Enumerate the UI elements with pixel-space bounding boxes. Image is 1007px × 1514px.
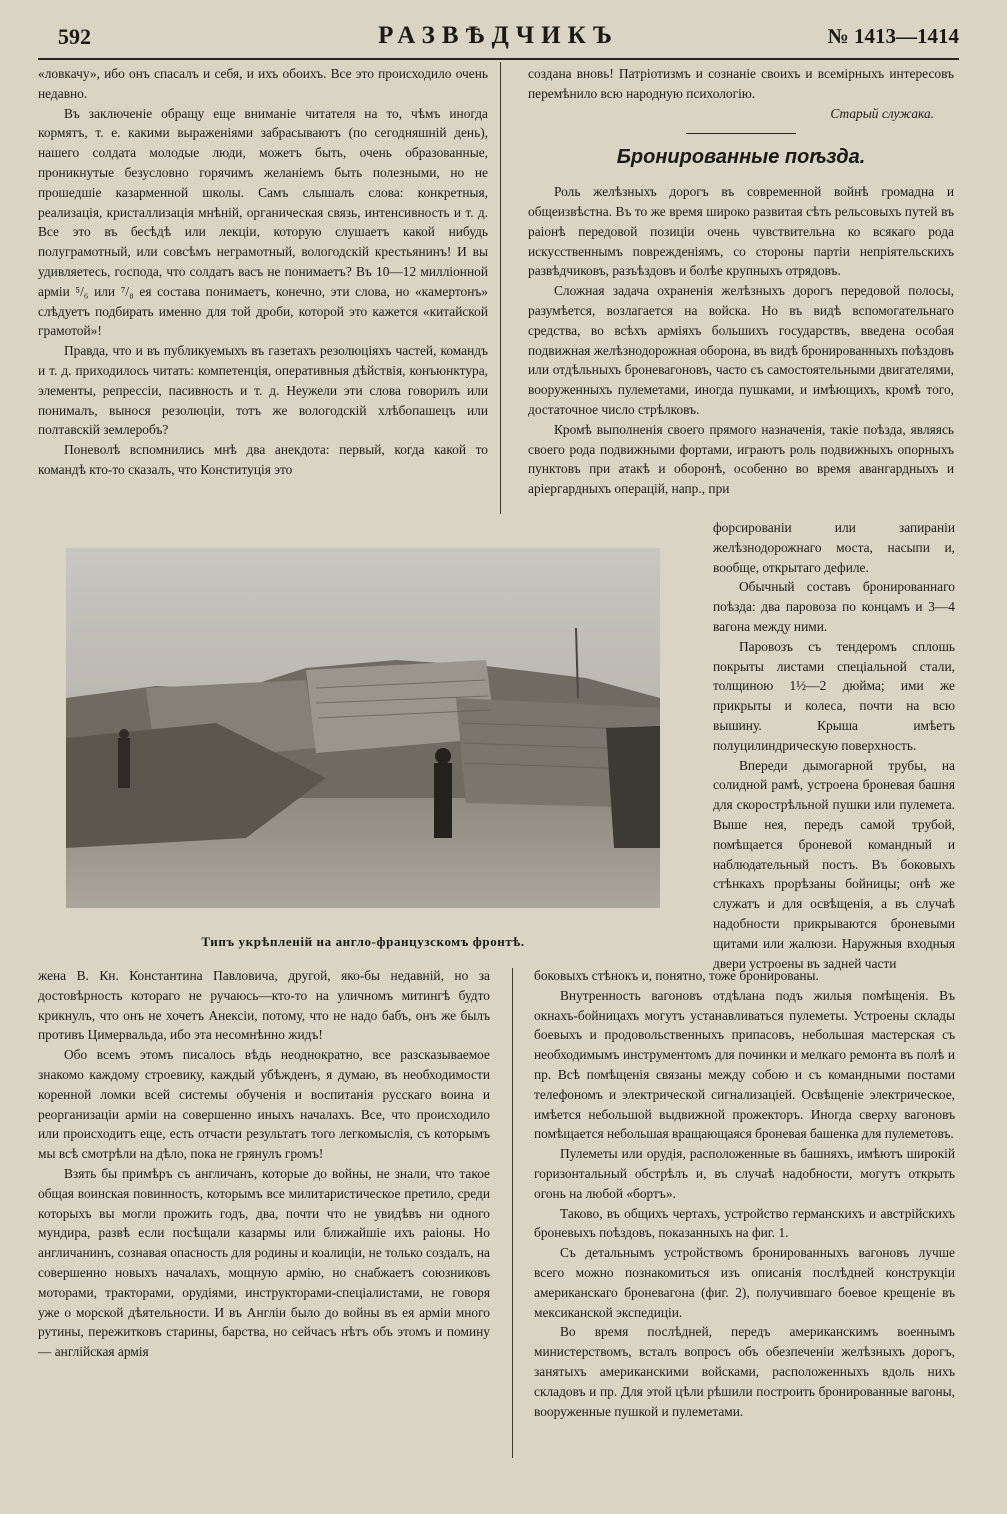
page-header (38, 22, 959, 52)
paragraph: «ловкачу», ибо онъ спасалъ и себя, и ихъ обоихъ. Все это происходило очень недавно. (38, 66, 488, 101)
left-column-top (38, 64, 488, 480)
paragraph: Въ заключеніе обращу еще вниманіе читателя на то, чѣмъ иногда кормятъ, т. е. какими выраженіями забрасываютъ (по сегодняшній день), нашего солдата молодые люди, можетъ быть, очень образованные, проникнутые безусловно горячимъ желаніемъ быть полезными, но не прошедшіе казарменной школы. Самъ слышалъ слова: конкретныя, реализація, кристаллизація мнѣній, органическая связь, интенсивность и т. д. Все это въ бесѣдѣ или лекціи, которую слушаетъ какой нибудь полуграмотный, или совсѣмъ неграмотный, вологодскій крестьянинъ! И вы удивляетесь, господа, что солдатъ васъ не понимаетъ? Въ 10—12 милліонной арміи ⁵/₆ или ⁷/₈ ея состава понимаетъ, конечно, эти слова, но «камертонъ» слѣдуетъ подбирать именно для той дроби, которой это кажется «китайской грамотой»! (38, 105, 488, 339)
paragraph: Таково, въ общихъ чертахъ, устройство германскихъ и австрійскихъ броневыхъ поѣздовъ, показанныхъ на фиг. 1. (534, 1205, 955, 1241)
photo-caption: Типъ укрѣпленій на англо-французскомъ фронтѣ. (201, 934, 525, 949)
fortification-photo (66, 548, 660, 908)
paragraph: Внутренность вагоновъ отдѣлана подъ жилыя помѣщенія. Въ окнахъ-бойницахъ могутъ устанавливаться пулеметы. Устроены склады боевыхъ и продовольственныхъ припасовъ, небольшая мастерская съ необходимымъ инструментомъ для починки и мелкаго ремонта въ полѣ и пр. Всѣ помѣщенія связаны между собою и съ командными постами телефономъ и электрической сигнализаціей. Освѣщеніе электрическое, имѣется небольшой выдвижной прожекторъ. Иногда сверху вагоновъ помѣщается небольшая вращающаяся броневая башенка для пулеметовъ. (534, 987, 955, 1142)
paragraph: Пулеметы или орудія, расположенные въ башняхъ, имѣютъ широкій горизонтальный обстрѣлъ и, въ случаѣ надобности, могутъ открыть огонь на любой «бортъ». (534, 1146, 955, 1201)
paragraph: Съ детальнымъ устройствомъ бронированныхъ вагоновъ лучше всего можно познакомиться изъ описанія послѣдней конструкціи американскаго броневагона (фиг. 2), получившаго боевое крещеніе въ мексиканской экспедиціи. (534, 1245, 955, 1320)
photo-illustration (66, 548, 660, 908)
paragraph: Роль желѣзныхъ дорогъ въ современной войнѣ громадна и общеизвѣстна. Въ то же время широко развитая сѣть рельсовыхъ путей въ раіонѣ передовой позиціи очень чувствительна ко всякаго рода искусственнымъ поврежденіямъ, со стороны партіи непріятельскихъ развѣдчиковъ, разъѣздовъ и болѣе крупныхъ отрядовъ. (528, 184, 954, 279)
right-column-narrow (713, 518, 955, 973)
right-column-top (528, 64, 954, 499)
masthead: РАЗВѢДЧИКЪ (378, 22, 619, 49)
paragraph: Взять бы примѣръ съ англичанъ, которые до войны, не знали, что такое общая воинская повинность, которымъ все милитаристическое претило, среди которыхъ вы могли прожить годъ, два, почти что не увидѣвъ ни одного мундира, развѣ если посѣщали казармы или ближайшіе ихъ раіоны. Но англичанинъ, сознавая опасность для родины и коалиціи, не только создалъ, на совершенно новыхъ началахъ, мощную армію, но снабжаетъ союзниковъ моторами, тракторами, орудіями, инструкторами-спеціалистами, не говоря уже о морской дѣятельности. И въ Англіи было до войны въ ея арміи много рутины, пережитковъ старины, барства, но сейчасъ нѣтъ объ этомъ и помину — англійская армія (38, 1165, 490, 1360)
header-rule (38, 58, 959, 60)
paragraph: Обо всемъ этомъ писалось вѣдь неоднократно, все разсказываемое знакомо каждому строевику, каждый убѣжденъ, я думаю, въ необходимости коренной ломки всей системы обученія и воспитанія русскаго воина и реорганизаціи арміи на совершенно иныхъ началахъ. Все, что происходило или происходитъ еще, есть отчасти результатъ того легкомыслія, съ которымъ мы всѣ смотрѣли на дѣло, пока не грянулъ громъ! (38, 1047, 490, 1162)
paragraph: Впереди дымогарной трубы, на солидной рамѣ, устроена броневая башня для скорострѣльной пушки или пулемета. Выше нея, передъ самой трубой, помѣщается броневой командный и наблюдательный постъ. Въ боковыхъ стѣнкахъ прорѣзаны бойницы; онѣ же служатъ и для освѣщенія, а въ случаѣ надобности прикрываются броневыми щитами или жалюзи. Наружныя входныя двери устроены въ задней части (713, 757, 955, 971)
paragraph: Правда, что и въ публикуемыхъ въ газетахъ резолюціяхъ частей, командъ и т. д. приходилось читать: компетенція, оперативныя дѣйствія, конъюнктура, элементы, репрессіи, пасивность и т. д. Неужели эти слова говорилъ или понималъ, вынося резолюціи, тотъ же вологодскій хлѣбопашецъ или полтавскій землеробъ? (38, 343, 488, 438)
article-title: Бронированные поѣзда. (616, 146, 866, 169)
left-column-bottom (38, 966, 490, 1362)
paragraph: Поневолѣ вспомнились мнѣ два анекдота: первый, когда какой то командѣ кто-то сказалъ, что Конституція это (38, 442, 488, 477)
paragraph: жена В. Кн. Константина Павловича, другой, яко-бы недавній, но за достовѣрность котораго не ручаюсь—кто-то на уличномъ митингѣ будто крикнулъ, что онъ не хочетъ Анексіи, потому, что не надо бабъ, онъ же былъ противъ Цимервальда, ибо эта несомнѣнно жидъ! (38, 968, 490, 1043)
right-column-bottom (534, 966, 955, 1421)
paragraph: Во время послѣдней, передъ американскимъ военнымъ министерствомъ, всталъ вопросъ объ обезпеченіи желѣзныхъ дорогъ, занятыхъ американскими войсками, расположенныхъ вдоль нихъ складовъ и пр. Для этой цѣли рѣшили построить бронированные вагоны, вооруженные пушкой и пулеметами. (534, 1324, 955, 1419)
paragraph: Кромѣ выполненія своего прямого назначенія, такіе поѣзда, являясь своего рода подвижными фортами, играютъ роль подвижныхъ опорныхъ пунктовъ при атакѣ и оборонѣ, особенно во время авангардныхъ и аріергардныхъ операцій, напр., при (528, 421, 954, 497)
paragraph: боковыхъ стѣнокъ и, понятно, тоже бронированы. (534, 968, 819, 983)
issue-number: № 1413—1414 (827, 24, 959, 48)
paragraph: Обычный составъ бронированнаго поѣзда: два паровоза по концамъ и 3—4 вагона между ними. (713, 579, 955, 634)
paragraph: Сложная задача охраненія желѣзныхъ дорогъ передовой полосы, разумѣется, возлагается на войска. Но въ видѣ вспомогательнаго средства, во всѣхъ арміяхъ большихъ государствъ, введена особая подвижная желѣзнодорожная оборона, въ видѣ бронированныхъ поѣздовъ или отдѣльныхъ броневагоновъ, часто съ самостоятельными двигателями, вооруженныхъ пулеметами, иногда пушками, и имѣющихъ, кромѣ того, достаточное число стрѣлковъ. (528, 283, 954, 417)
author-signature: Старый служака. (830, 105, 934, 121)
paragraph: создана вновь! Патріотизмъ и сознаніе своихъ и всемірныхъ интересовъ перемѣнило всю народную психологію. (528, 66, 954, 101)
column-divider-top (500, 62, 501, 514)
column-divider-bottom (512, 968, 513, 1458)
paragraph: Паровозъ съ тендеромъ сплошь покрыты листами спеціальной стали, толщиною 1½—2 дюйма; ими же прикрыты и колеса, почти на всю вышину. Крыша имѣетъ полуцилиндрическую поверхность. (713, 638, 955, 753)
page-number: 592 (58, 24, 91, 49)
paragraph: форсированіи или запираніи желѣзнодорожнаго моста, насыпи и, вообще, открытаго дефиле. (713, 520, 955, 575)
section-rule (686, 133, 796, 134)
